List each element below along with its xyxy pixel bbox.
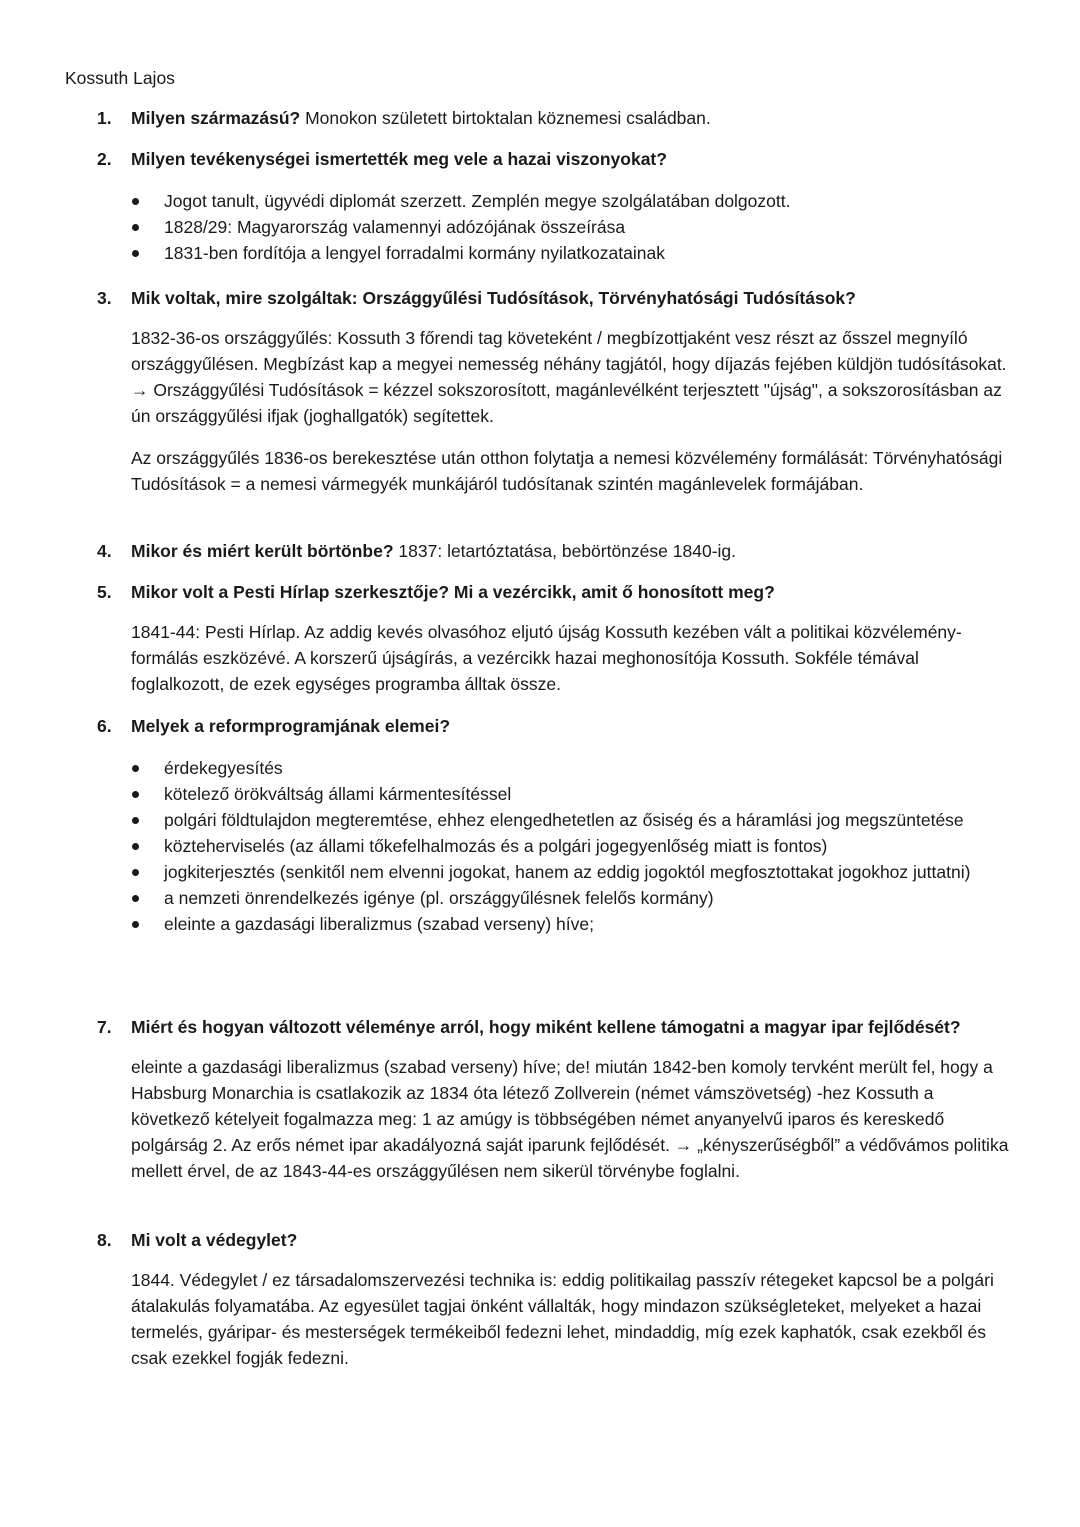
question-heading — [97, 1014, 1017, 1040]
bullet-icon — [132, 224, 139, 231]
question-heading — [97, 1227, 1017, 1253]
question-item-1 — [97, 105, 1017, 131]
bullet-icon — [132, 765, 139, 772]
answer-paragraph: 1844. Védegylet / ez társadalomszervezési technika is: eddig politikailag passzív rétegeket kapcsol be a polgári átalakulás folyamatába. Az egyesület tagjai önként vállalták, hogy mindazon szükségleteket, melyeket a hazai termelés, gyáripar- és mesterségek termékeiből fedezni lehet, mindaddig, míg ezek kaphatók, csak ezekből és csak ezekkel fogják fedezni. — [131, 1270, 994, 1368]
bullet-icon — [132, 895, 139, 902]
bullet-icon — [132, 198, 139, 205]
inline-answer: Monokon született birtoktalan köznemesi családban. — [300, 108, 711, 128]
question-heading — [97, 579, 1017, 605]
question-heading — [97, 538, 1017, 564]
question-heading — [97, 146, 1017, 172]
question-number: 7. — [97, 1017, 112, 1037]
bullet-icon — [132, 921, 139, 928]
question-number: 1. — [97, 108, 112, 128]
inline-answer: 1837: letartóztatása, bebörtönzése 1840-ig. — [393, 541, 737, 561]
question-number: 3. — [97, 288, 112, 308]
question-text: Mikor és miért került börtönbe? — [131, 541, 394, 561]
question-number: 6. — [97, 716, 112, 736]
bullet-item: Jogot tanult, ügyvédi diplomát szerzett. Zemplén megye szolgálatában dolgozott. — [164, 188, 1017, 214]
question-item-8 — [97, 1227, 1017, 1371]
question-heading — [97, 713, 1017, 739]
bullet-item: érdekegyesítés — [164, 755, 1017, 781]
question-item-2 — [97, 146, 1017, 266]
bullet-list — [97, 755, 1017, 937]
answer-paragraph: Az országgyűlés 1836-os berekesztése után otthon folytatja a nemesi közvélemény formálását: Törvényhatósági Tudósítások = a nemesi vármegyék munkájáról tudósítanak szintén magánlevelek formájában. — [131, 448, 1003, 494]
question-number: 5. — [97, 582, 112, 602]
answer-paragraph: 1841-44: Pesti Hírlap. Az addig kevés olvasóhoz eljutó újság Kossuth kezében vált a politikai közvélemény-formálás eszközévé. A korszerű újságírás, a vezércikk hazai meghonosítója Kossuth. Sokféle témával foglalkozott, de ezek egységes programba álltak össze. — [131, 622, 962, 694]
question-item-7 — [97, 1014, 1017, 1184]
bullet-icon — [132, 791, 139, 798]
question-text: Melyek a reformprogramjának elemei? — [131, 716, 451, 736]
question-heading — [97, 105, 1017, 131]
question-number: 2. — [97, 149, 112, 169]
question-text: Miért és hogyan változott véleménye arról, hogy miként kellene támogatni a magyar ipar fejlődését? — [131, 1017, 961, 1037]
answer-paragraph: eleinte a gazdasági liberalizmus (szabad verseny) híve; de! miután 1842-ben komoly tervként merült fel, hogy a Habsburg Monarchia is csatlakozik az 1834 óta létező Zollverein (német vámszövetség) -hez Kossuth a következő kételyeit fogalmazza meg: 1 az amúgy is többségében német anyanyelvű iparos és kereskedő polgárság 2. Az erős német ipar akadályozná saját iparunk fejlődését. → „kényszerűségből” a védővámos politika mellett érvel, de az 1843-44-es országgyűlésen nem sikerül törvénybe foglalni. — [131, 1057, 1009, 1181]
bullet-icon — [132, 843, 139, 850]
bullet-item: a nemzeti önrendelkezés igénye (pl. országgyűlésnek felelős kormány) — [164, 885, 1017, 911]
bullet-item: kötelező örökváltság állami kármentesítéssel — [164, 781, 1017, 807]
bullet-icon — [132, 250, 139, 257]
question-text: Mikor volt a Pesti Hírlap szerkesztője? Mi a vezércikk, amit ő honosított meg? — [131, 582, 775, 602]
bullet-item: jogkiterjesztés (senkitől nem elvenni jogokat, hanem az eddig jogoktól megfosztottakat jogokhoz juttatni) — [164, 859, 1017, 885]
question-item-5 — [97, 579, 1017, 697]
question-number: 4. — [97, 541, 112, 561]
bullet-item: 1831-ben fordítója a lengyel forradalmi kormány nyilatkozatainak — [164, 240, 1017, 266]
bullet-item: 1828/29: Magyarország valamennyi adózójának összeírása — [164, 214, 1017, 240]
bullet-list — [97, 188, 1017, 266]
bullet-item: eleinte a gazdasági liberalizmus (szabad verseny) híve; — [164, 911, 1017, 937]
document-title: Kossuth Lajos — [65, 68, 175, 88]
question-number: 8. — [97, 1230, 112, 1250]
answer-paragraph: 1832-36-os országgyűlés: Kossuth 3 főrendi tag követeként / megbízottjaként vesz részt az ősszel megnyíló országgyűlésen. Megbízást kap a megyei nemesség néhány tagjától, hogy díjazás fejében küldjön tudósításokat. → Országgyűlési Tudósítások = kézzel sokszorosított, magánlevélként terjesztett "újság", a sokszorosításban az ún országgyűlési ifjak (joghallgatók) segítettek. — [131, 328, 1007, 426]
question-text: Mi volt a védegylet? — [131, 1230, 298, 1250]
question-text: Milyen tevékenységei ismertették meg vele a hazai viszonyokat? — [131, 149, 667, 169]
question-text: Milyen származású? — [131, 108, 301, 128]
question-item-3 — [97, 285, 1017, 497]
question-heading — [97, 285, 1017, 311]
question-item-6 — [97, 713, 1017, 937]
bullet-item: polgári földtulajdon megteremtése, ehhez elengedhetetlen az ősiség és a háramlási jog megszüntetése — [164, 807, 1017, 833]
bullet-item: közteherviselés (az állami tőkefelhalmozás és a polgári jogegyenlőség miatt is fontos) — [164, 833, 1017, 859]
question-item-4 — [97, 538, 1017, 564]
bullet-icon — [132, 869, 139, 876]
question-text: Mik voltak, mire szolgáltak: Országgyűlési Tudósítások, Törvényhatósági Tudósítások? — [131, 288, 856, 308]
bullet-icon — [132, 817, 139, 824]
